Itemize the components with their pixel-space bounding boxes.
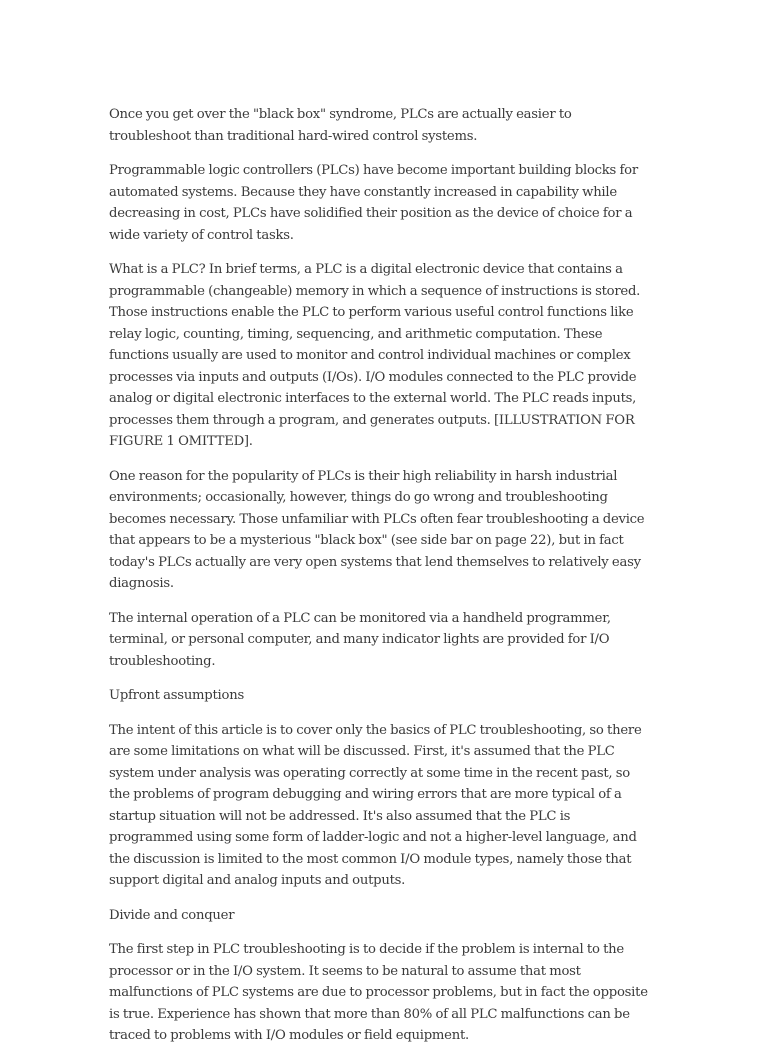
reliability-paragraph: One reason for the popularity of PLCs is their high reliability in harsh industrial environments; occasionally, however, things do go wrong and troubleshooting becomes necessary. Those unfamiliar with PLCs often fear troubleshooting a device that appears to be a mysterious "black box" (see side bar on page 22), but in fact today's PLCs actually are very open systems that lend themselves to relatively easy diagnosis. [109, 468, 645, 591]
assumptions-paragraph: The intent of this article is to cover only the basics of PLC troubleshooting, so there are some limitations on what will be discussed. First, it's assumed that the PLC system under analysis was operating correctly at some time in the recent past, so the problems of program debugging and wiring errors that are more typical of a startup situation will not be addressed. It's also assumed that the PLC is programmed using some form of ladder-logic and not a higher-level language, and the discussion is limited to the most common I/O module types, namely those that support digital and analog inputs and outputs. [109, 722, 642, 888]
section-heading-upfront-assumptions: Upfront assumptions [109, 688, 244, 703]
monitoring-paragraph: The internal operation of a PLC can be monitored via a handheld programmer, terminal, or personal computer, and many indicator lights are provided for I/O troubleshooting. [109, 610, 611, 669]
divide-conquer-paragraph: The first step in PLC troubleshooting is to decide if the problem is internal to the processor or in the I/O system. It seems to be natural to assume that most malfunctions of PLC systems are due to processor problems, but in fact the opposite is true. Experience has shown that more than 80% of all PLC malfunctions can be traced to problems with I/O modules or field equipment. [109, 942, 648, 1043]
section-heading-divide-and-conquer: Divide and conquer [109, 907, 235, 923]
plc-overview-paragraph: Programmable logic controllers (PLCs) have become important building blocks for automated systems. Because they have constantly increased in capability while decreasing in cost, PLCs have solidified their position as the device of choice for a wide variety of control tasks. [109, 163, 638, 243]
what-is-plc-paragraph: What is a PLC? In brief terms, a PLC is a digital electronic device that contains a programmable (changeable) memory in which a sequence of instructions is stored. Those instructions enable the PLC to perform various useful control functions like relay logic, counting, timing, sequencing, and arithmetic computation. These functions usually are used to monitor and control individual machines or complex processes via inputs and outputs (I/Os). I/O modules connected to the PLC provide analog or digital electronic interfaces to the external world. The PLC reads inputs, processes them through a program, and generates outputs. [ILLUSTRATION FOR FIGURE 1 OMITTED]. [109, 262, 641, 449]
intro-paragraph: Once you get over the "black box" syndrome, PLCs are actually easier to troubleshoot than traditional hard-wired control systems. [109, 107, 572, 144]
article-body [109, 104, 653, 1060]
